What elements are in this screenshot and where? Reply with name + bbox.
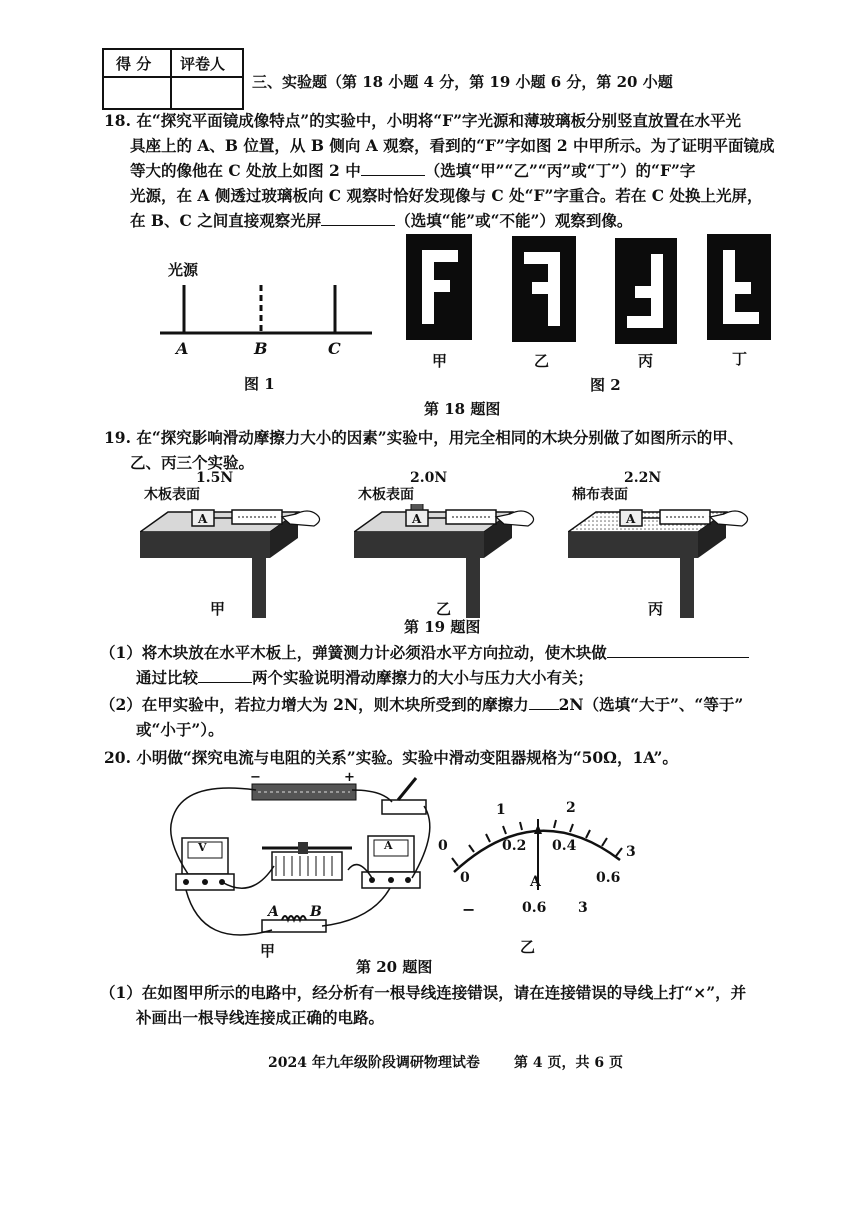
force-reading: 1.5N [196, 470, 234, 486]
f-label-ding: 丁 [732, 350, 748, 368]
q18-line5-b: （选填“能”或“不能”）观察到像。 [395, 211, 633, 230]
score-header: 得 分 [116, 55, 152, 73]
q18-answer-blank-2[interactable] [321, 209, 395, 226]
q19-sub1-line1 [100, 640, 749, 665]
outer-tick-2: 2 [566, 800, 576, 816]
footer-title: 2024 年九年级阶段调研物理试卷 [268, 1055, 480, 1071]
point-a-label: A [176, 339, 189, 358]
block-label: A [198, 512, 208, 526]
inner-tick-1: 0.2 [502, 838, 527, 854]
rheostat-b-label: B [310, 904, 322, 920]
terminal-0-6: 0.6 [522, 900, 547, 916]
meter-scale-diagram [432, 800, 642, 910]
q20-ammeter-dial [432, 800, 642, 960]
circuit-label: 甲 [260, 942, 276, 960]
q19-sub2-line1 [100, 692, 743, 717]
q18-answer-blank-1[interactable] [361, 159, 425, 176]
q20-caption: 第 20 题图 [356, 958, 433, 976]
wood-board-diagram [140, 504, 340, 624]
fig1-caption: 图 1 [244, 375, 275, 393]
q19-sub1-b-pre: 通过比较 [136, 668, 199, 687]
setup-label: 甲 [210, 600, 226, 618]
battery-plus-label: + [344, 770, 355, 785]
inner-tick-0: 0 [460, 870, 470, 886]
surface-label: 木板表面 [144, 487, 200, 503]
battery-icon [252, 784, 356, 800]
surface-label: 棉布表面 [572, 487, 628, 503]
q18-figure-2 [406, 234, 781, 399]
q20-circuit-figure [162, 770, 442, 965]
q19-answer-blank-3[interactable] [529, 693, 559, 710]
q19-caption: 第 19 题图 [404, 618, 481, 636]
q19-line2: 乙、丙三个实验。 [130, 453, 255, 472]
q18-line3-b: （选填“甲”“乙”“丙”或“丁”）的“F”字 [424, 161, 696, 180]
f-mirrored-icon [512, 236, 576, 342]
q20-line1: 20. 小明做“探究电流与电阻的关系”实验。实验中滑动变阻器规格为“50Ω，1A”。 [104, 748, 678, 767]
friction-setup-jia [140, 470, 340, 620]
q20-sub1-line1: （1）在如图甲所示的电路中，经分析有一根导线连接错误，请在连接错误的导线上打“×”，并 [100, 983, 747, 1002]
q18-line5 [130, 208, 632, 233]
q18-figure-1 [140, 255, 380, 395]
q19-sub2-a-post: 2N（选填“大于”、“等于” [558, 695, 744, 714]
inner-tick-3: 0.6 [596, 870, 621, 886]
q18-line3 [130, 158, 695, 183]
q19-answer-blank-1[interactable] [607, 641, 749, 658]
score-table [102, 48, 244, 110]
setup-label: 乙 [436, 600, 452, 618]
fig2-caption: 图 2 [590, 376, 621, 394]
f-box-ding [707, 234, 771, 340]
ammeter-label: A [384, 839, 393, 852]
circuit-diagram [162, 770, 442, 960]
q19-answer-blank-2[interactable] [198, 666, 252, 683]
outer-tick-1: 1 [496, 802, 506, 818]
q18-line4: 光源，在 A 侧透过玻璃板向 C 观察时恰好发现像与 C 处“F”字重合。若在 C 处换上光屏， [130, 186, 763, 205]
wood-board-weight-diagram [354, 504, 554, 624]
inner-tick-2: 0.4 [552, 838, 577, 854]
q18-line3-a: 等大的像他在 C 处放上如图 2 中 [130, 161, 361, 180]
point-b-label: B [254, 339, 268, 358]
q19-sub2-a-pre: （2）在甲实验中，若拉力增大为 2N，则木块所受到的摩擦力 [100, 695, 529, 714]
block-label: A [412, 512, 422, 526]
q19-line1: 19. 在“探究影响滑动摩擦力大小的因素”实验中，用完全相同的木块分别做了如图所示的甲、 [104, 428, 744, 447]
terminal-minus: − [462, 900, 476, 919]
f-box-jia [406, 234, 472, 340]
force-reading: 2.0N [410, 470, 448, 486]
point-c-label: C [328, 339, 341, 358]
q20-sub1-line2: 补画出一根导线连接成正确的电路。 [136, 1008, 385, 1027]
q19-sub1-line2 [136, 665, 593, 690]
terminal-3: 3 [578, 900, 588, 916]
q19-sub2-line2: 或“小于”）。 [136, 720, 224, 739]
f-label-jia: 甲 [432, 352, 448, 370]
q19-figure [140, 470, 760, 630]
f-normal-icon [406, 234, 472, 340]
q18-line2: 具座上的 A、B 位置，从 B 侧向 A 观察，看到的“F”字如图 2 中甲所示。为了证明平面镜成 [130, 136, 775, 155]
q18-line1: 18. 在“探究平面镜成像特点”的实验中，小明将“F”字光源和薄玻璃板分别竖直放置在水平光 [104, 111, 742, 130]
q18-line5-a: 在 B、C 之间直接观察光屏 [130, 211, 322, 230]
f-box-bing [615, 238, 677, 344]
grader-header: 评卷人 [180, 55, 226, 73]
friction-setup-yi [354, 470, 554, 620]
cotton-cloth-diagram [568, 504, 768, 624]
footer-page: 第 4 页，共 6 页 [514, 1055, 623, 1071]
f-flipped-icon [707, 234, 771, 340]
switch-icon [382, 800, 426, 814]
meter-unit: A [530, 874, 541, 890]
f-label-bing: 丙 [638, 352, 654, 370]
f-box-yi [512, 236, 576, 342]
friction-setup-bing [568, 470, 768, 620]
voltmeter-label: V [198, 841, 207, 854]
outer-tick-3: 3 [626, 844, 636, 860]
section-header: 三、实验题（第 18 小题 4 分，第 19 小题 6 分，第 20 小题 [252, 73, 673, 91]
force-reading: 2.2N [624, 470, 662, 486]
block-label: A [626, 512, 636, 526]
outer-tick-0: 0 [438, 838, 448, 854]
rheostat-a-label: A [268, 904, 279, 920]
q19-sub1-b-post: 两个实验说明滑动摩擦力的大小与压力大小有关； [252, 668, 594, 687]
f-rotated-icon [615, 238, 677, 344]
f-label-yi: 乙 [534, 352, 550, 370]
q18-caption: 第 18 题图 [424, 400, 501, 418]
q19-sub1-a: （1）将木块放在水平木板上，弹簧测力计必须沿水平方向拉动，使木块做 [100, 643, 607, 662]
surface-label: 木板表面 [358, 487, 414, 503]
weight-icon [411, 504, 423, 510]
battery-minus-label: − [250, 770, 261, 785]
setup-label: 丙 [648, 600, 664, 618]
light-source-label: 光源 [168, 261, 199, 279]
meter-label: 乙 [520, 938, 536, 956]
